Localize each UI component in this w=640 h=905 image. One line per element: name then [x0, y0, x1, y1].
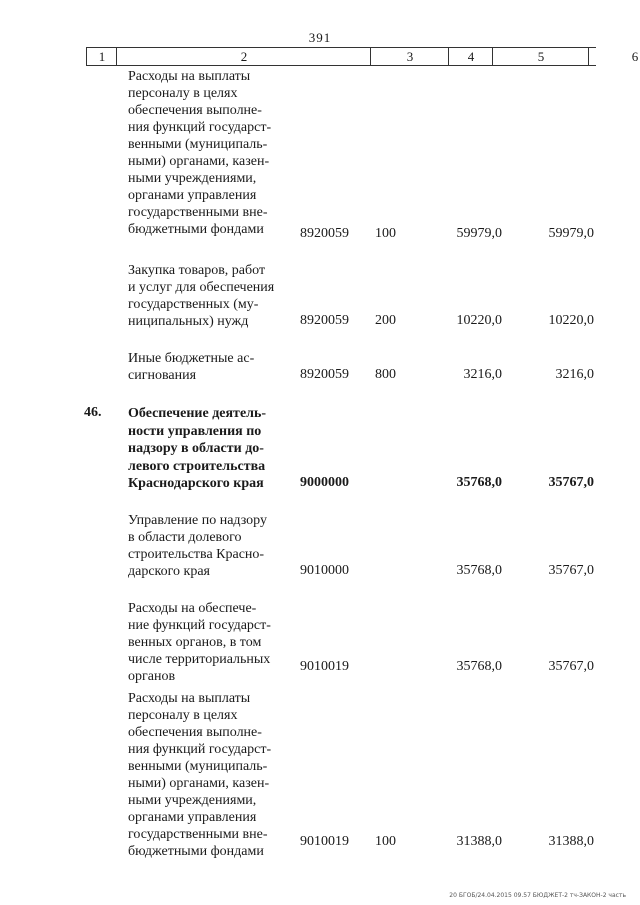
row-code: 9010000 — [300, 563, 349, 578]
row-code: 8920059 — [300, 313, 349, 328]
document-footer-stamp: 20 БГОБ/24.04.2015 09.57 БЮДЖЕТ-2 тч-ЗАКОН-2 часть — [449, 892, 626, 899]
row-description: Расходы на выплаты персоналу в целях обеспечения выполне- ния функций государст- венными (муниципаль- ными) органами, казен- ными учреждениями, органами управления государственными вне- бюджетными фондами — [128, 691, 272, 859]
row-value-col6: 31388,0 — [548, 834, 594, 849]
page-number: 391 — [308, 30, 332, 45]
row-description: Обеспечение деятель- ности управления по надзору в области до- левого строительства Краснодарского края — [128, 406, 267, 491]
header-col-1: 1 — [86, 48, 117, 65]
row-description: Закупка товаров, работ и услуг для обеспечения государственных (му- ниципальных) нужд — [128, 263, 275, 329]
row-code: 9010019 — [300, 834, 349, 849]
row-description: Управление по надзору в области долевого строительства Красно- дарского края — [128, 513, 267, 579]
row-value-col6: 35767,0 — [548, 475, 594, 490]
header-col-2: 2 — [116, 48, 371, 65]
row-code: 9010019 — [300, 659, 349, 674]
header-col-4: 4 — [448, 48, 493, 65]
section-number: 46. — [84, 405, 102, 420]
row-expense-type: 800 — [375, 367, 396, 382]
row-value-col5: 31388,0 — [456, 834, 502, 849]
row-expense-type: 100 — [375, 834, 396, 849]
row-expense-type: 100 — [375, 226, 396, 241]
row-value-col5: 35768,0 — [456, 563, 502, 578]
row-description: Расходы на обеспече- ние функций государст- венных органов, в том числе территориальных органов — [128, 601, 271, 684]
row-code: 8920059 — [300, 226, 349, 241]
row-value-col6: 35767,0 — [548, 659, 594, 674]
row-value-col6: 35767,0 — [548, 563, 594, 578]
table-header — [86, 47, 639, 66]
row-expense-type: 200 — [375, 313, 396, 328]
header-col-3: 3 — [370, 48, 449, 65]
row-value-col5: 35768,0 — [456, 659, 502, 674]
row-value-col6: 10220,0 — [548, 313, 594, 328]
row-value-col6: 59979,0 — [548, 226, 594, 241]
row-value-col5: 10220,0 — [456, 313, 502, 328]
header-col-5: 5 — [492, 48, 589, 65]
row-code: 8920059 — [300, 367, 349, 382]
row-code: 9000000 — [300, 475, 349, 490]
row-value-col5: 3216,0 — [463, 367, 502, 382]
row-value-col5: 59979,0 — [456, 226, 502, 241]
header-col-6: 6 — [588, 48, 640, 65]
row-value-col5: 35768,0 — [456, 475, 502, 490]
row-description: Иные бюджетные ас- сигнования — [128, 351, 255, 383]
row-value-col6: 3216,0 — [555, 367, 594, 382]
row-description: Расходы на выплаты персоналу в целях обеспечения выполне- ния функций государст- венными (муниципаль- ными) органами, казен- ными учреждениями, органами управления государственными вне- бюджетными фондами — [128, 69, 272, 237]
